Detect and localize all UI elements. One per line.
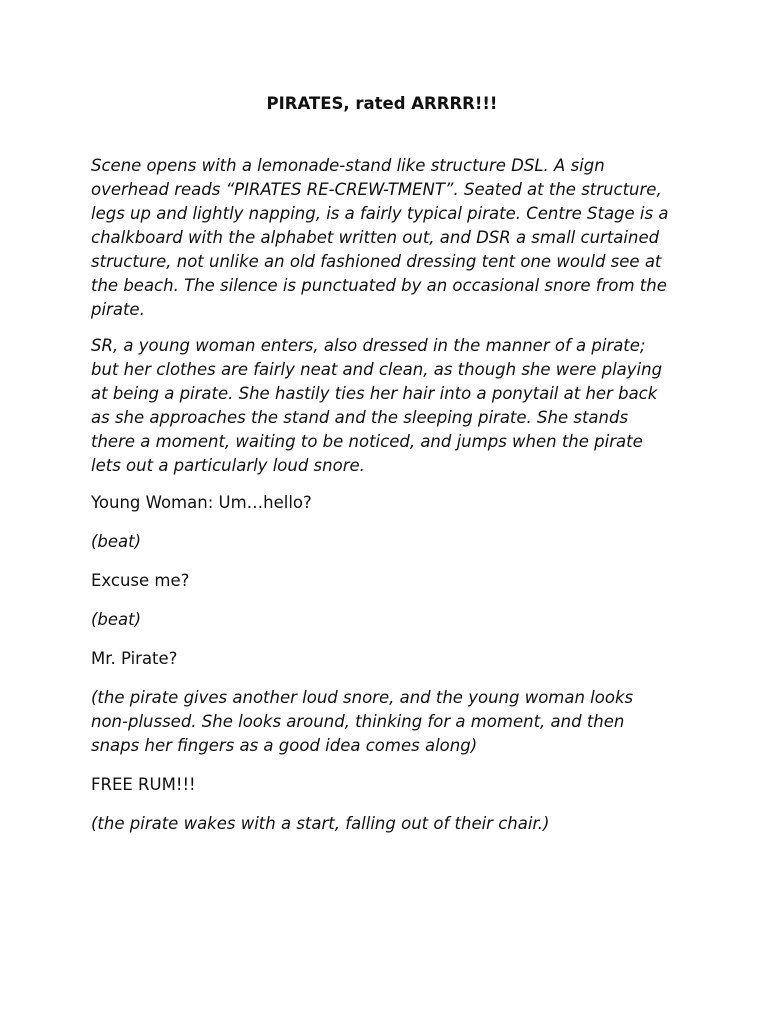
dialogue-line: Excuse me? xyxy=(91,571,190,590)
stage-direction-young-woman-enters: SR, a young woman enters, also dressed in the manner of a pirate; but her clothes are fairly neat and clean, as though she were playing at being a pirate. She hastily ties her hair into a ponytail at her back as she approaches the stand and the sleeping pirate. She stands there a moment, waiting to be noticed, and jumps when the pirate lets out a particularly loud snore. xyxy=(91,336,663,475)
stage-direction-beat: (beat) xyxy=(91,610,142,629)
stage-direction-beat: (beat) xyxy=(91,532,142,551)
dialogue-line: Young Woman: Um…hello? xyxy=(91,493,312,512)
stage-direction-wakes: (the pirate wakes with a start, falling out of their chair.) xyxy=(91,814,550,833)
dialogue-line: Mr. Pirate? xyxy=(91,649,178,668)
stage-direction-opening: Scene opens with a lemonade-stand like structure DSL. A sign overhead reads “PIRATES RE-CREW-TMENT”. Seated at the structure, legs up and lightly napping, is a fairly typical pirate. Centre Stage is a chalkboard with the alphabet written out, and DSR a small curtained structure, not unlike an old fashioned dressing tent one would see at the beach. The silence is punctuated by an occasional snore from the pirate. xyxy=(91,156,669,319)
stage-direction-snore: (the pirate gives another loud snore, and the young woman looks non-plussed. She looks around, thinking for a moment, and then snaps her fingers as a good idea comes along) xyxy=(91,688,634,755)
document-body xyxy=(91,92,671,848)
document-title: PIRATES, rated ARRRR!!! xyxy=(266,94,498,113)
dialogue-line: FREE RUM!!! xyxy=(91,775,196,794)
